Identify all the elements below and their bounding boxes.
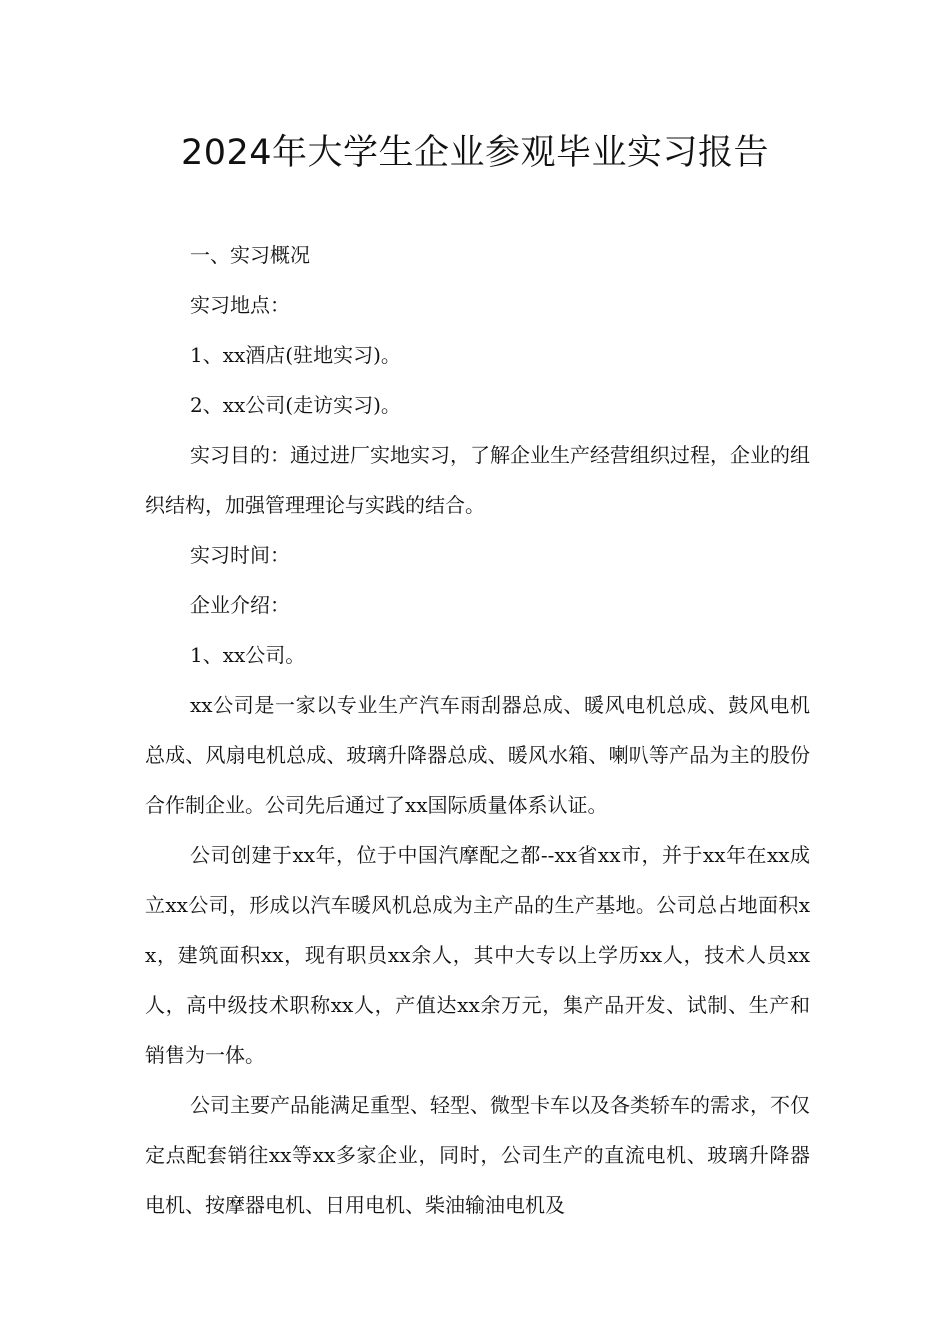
paragraph: 实习地点： (190, 293, 290, 317)
paragraph: 实习目的：通过进厂实地实习，了解企业生产经营组织过程，企业的组织结构，加强管理理论与实践的结合。 (145, 443, 810, 517)
section-heading: 一、实习概况 (190, 243, 310, 267)
paragraph: 公司主要产品能满足重型、轻型、微型卡车以及各类轿车的需求，不仅定点配套销往xx等xx多家企业，同时，公司生产的直流电机、玻璃升降器电机、按摩器电机、日用电机、柴油输油电机及 (145, 1093, 810, 1217)
document-body (145, 230, 810, 1230)
paragraph: 实习时间： (190, 543, 290, 567)
paragraph: 企业介绍： (190, 593, 290, 617)
paragraph: 2、xx公司(走访实习)。 (190, 393, 401, 417)
paragraph: xx公司是一家以专业生产汽车雨刮器总成、暖风电机总成、鼓风电机总成、风扇电机总成、玻璃升降器总成、暖风水箱、喇叭等产品为主的股份合作制企业。公司先后通过了xx国际质量体系认证。 (145, 693, 810, 817)
paragraph: 1、xx酒店(驻地实习)。 (190, 343, 401, 367)
paragraph: 1、xx公司。 (190, 643, 306, 667)
document-title: 2024年大学生企业参观毕业实习报告 (180, 133, 770, 173)
paragraph: 公司创建于xx年，位于中国汽摩配之都--xx省xx市，并于xx年在xx成立xx公司，形成以汽车暖风机总成为主产品的生产基地。公司总占地面积xx，建筑面积xx，现有职员xx余人，其中大专以上学历xx人，技术人员xx人，高中级技术职称xx人，产值达xx余万元，集产品开发、试制、生产和销售为一体。 (145, 843, 810, 1067)
